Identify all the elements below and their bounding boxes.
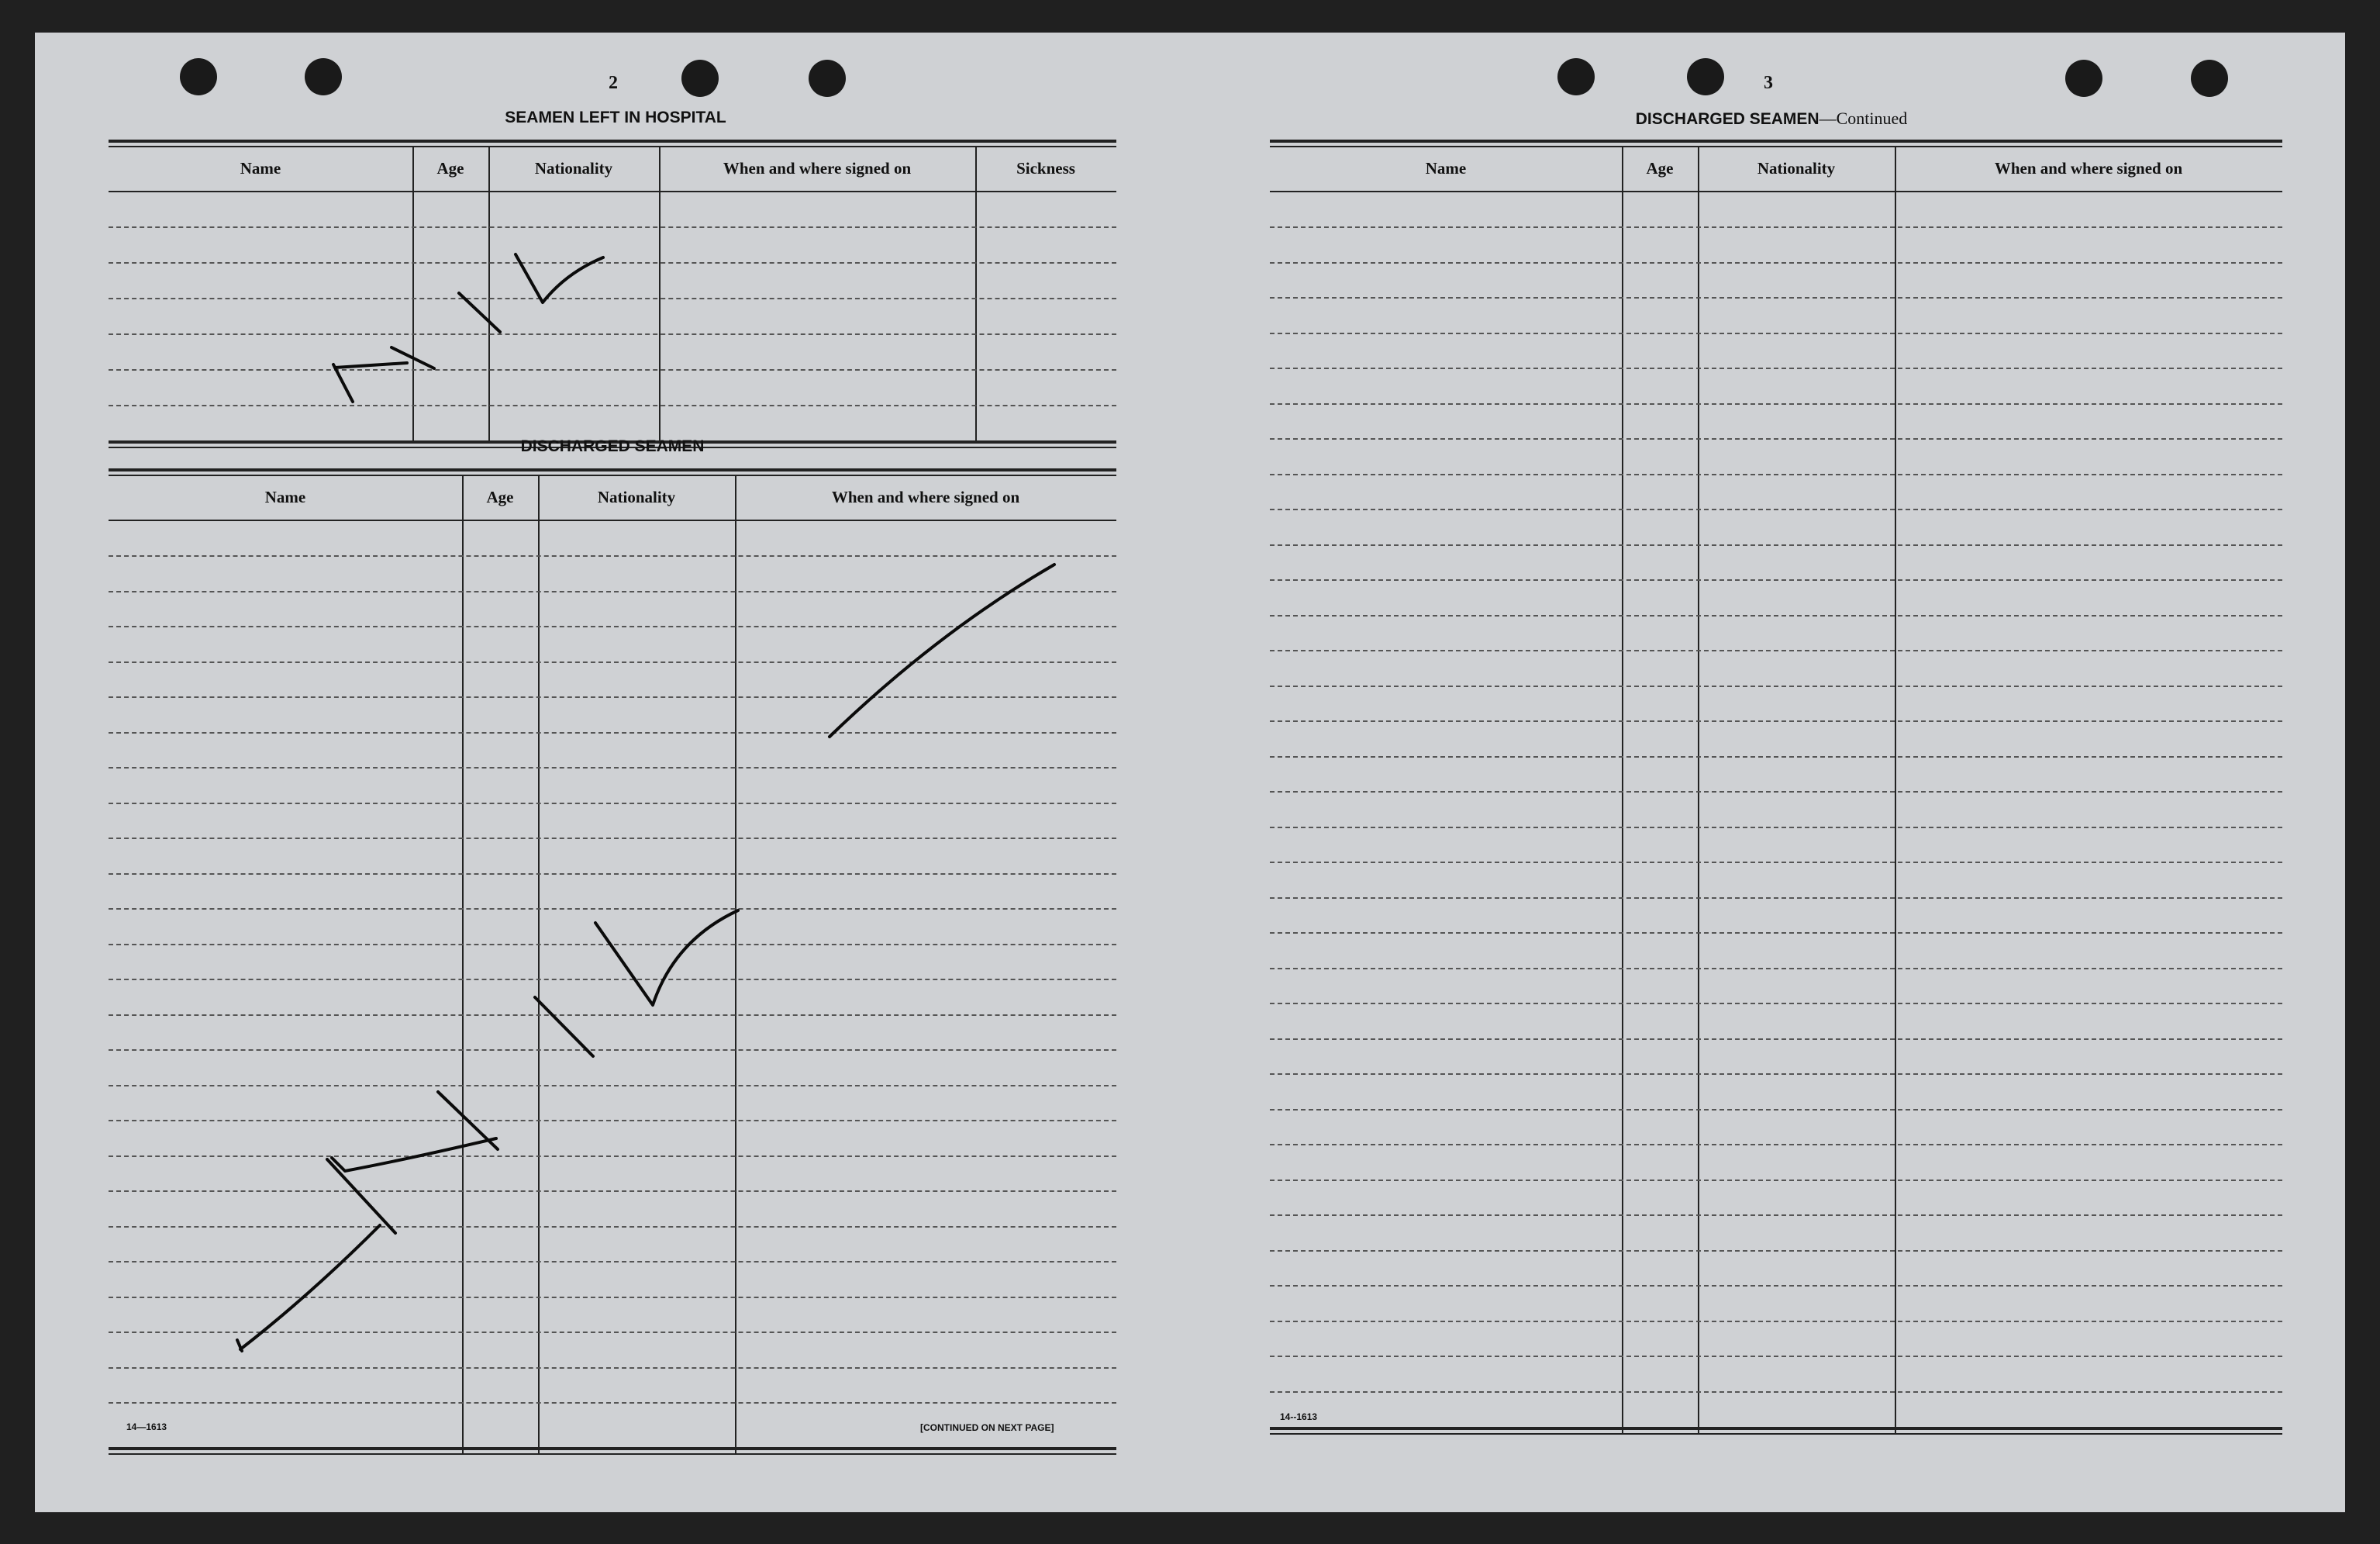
table-row [109, 979, 1116, 980]
table-row [1270, 650, 2282, 651]
form-number: 14--1613 [1280, 1411, 1318, 1422]
form-number: 14—1613 [126, 1421, 167, 1432]
table-row [1270, 368, 2282, 369]
table-row [1270, 720, 2282, 722]
table-row [1270, 579, 2282, 581]
table-row [109, 732, 1116, 734]
discharged-continued-title [1593, 109, 1950, 129]
table-row [109, 1226, 1116, 1228]
table-row [1270, 1038, 2282, 1040]
table-row [109, 1297, 1116, 1298]
table-row [109, 1120, 1116, 1121]
table-row [109, 767, 1116, 769]
table-row [1270, 333, 2282, 334]
page-number: 3 [1764, 73, 1773, 93]
table-row [1270, 474, 2282, 475]
table-row [109, 626, 1116, 627]
column-header-age: Age [486, 487, 514, 506]
table-row [1270, 1109, 2282, 1111]
table-row [109, 944, 1116, 945]
table-row [109, 1261, 1116, 1262]
discharged-table [109, 468, 1116, 1453]
table-row [109, 405, 1116, 406]
table-row [1270, 509, 2282, 510]
table-row [109, 1085, 1116, 1086]
table-row [1270, 226, 2282, 228]
table-row [1270, 1250, 2282, 1252]
form-sheet [35, 33, 2345, 1512]
table-row [1270, 1144, 2282, 1145]
table-row [1270, 1180, 2282, 1181]
table-row [1270, 686, 2282, 687]
table-row [1270, 791, 2282, 793]
column-header-name: Name [264, 487, 306, 506]
table-row [1270, 1356, 2282, 1357]
table-row [109, 262, 1116, 264]
column-header-signed-on: When and where signed on [831, 487, 1020, 506]
table-row [1270, 297, 2282, 299]
discharged-section-title: DISCHARGED SEAMEN [520, 437, 705, 455]
column-header-age: Age [436, 158, 464, 178]
column-header-nationality: Nationality [534, 158, 613, 178]
table-row [1270, 968, 2282, 969]
table-row [109, 1190, 1116, 1192]
column-header-age: Age [1646, 158, 1674, 178]
table-row [109, 838, 1116, 839]
table-row [1270, 1003, 2282, 1004]
column-header-sickness: Sickness [1016, 158, 1075, 178]
table-row [1270, 897, 2282, 899]
hospital-table-header [109, 146, 1116, 192]
table-row [109, 1014, 1116, 1016]
table-row [109, 1155, 1116, 1157]
table-row [1270, 403, 2282, 405]
discharged-table-header [109, 475, 1116, 521]
table-row [109, 1367, 1116, 1369]
table-row [1270, 862, 2282, 863]
table-row [109, 298, 1116, 299]
table-row [109, 873, 1116, 875]
table-row [109, 333, 1116, 335]
hospital-section-title: SEAMEN LEFT IN HOSPITAL [505, 109, 726, 126]
table-row [109, 803, 1116, 804]
table-row [109, 696, 1116, 698]
right-page [1190, 33, 2345, 1512]
column-header-signed-on: When and where signed on [1994, 158, 2183, 178]
column-header-nationality: Nationality [1757, 158, 1836, 178]
continued-note: [CONTINUED ON NEXT PAGE] [920, 1422, 1054, 1433]
table-row [1270, 827, 2282, 828]
table-row [1270, 438, 2282, 440]
table-row [109, 1049, 1116, 1051]
table-row [1270, 932, 2282, 934]
table-row [109, 591, 1116, 592]
table-row [1270, 615, 2282, 617]
title-suffix: —Continued [1819, 109, 1908, 128]
table-row [1270, 1214, 2282, 1216]
table-row [109, 661, 1116, 663]
discharged-continued-header [1270, 146, 2282, 192]
column-header-nationality: Nationality [597, 487, 676, 506]
table-row [1270, 544, 2282, 546]
column-header-name: Name [1425, 158, 1467, 178]
table-row [1270, 756, 2282, 758]
column-header-signed-on: When and where signed on [723, 158, 912, 178]
table-row [109, 369, 1116, 371]
left-page [35, 33, 1190, 1512]
page-number: 2 [609, 73, 618, 93]
table-row [109, 555, 1116, 557]
title-main: DISCHARGED SEAMEN [1635, 110, 1819, 128]
hospital-table [109, 140, 1116, 448]
table-row [1270, 262, 2282, 264]
table-row [109, 1332, 1116, 1333]
table-row [1270, 1391, 2282, 1393]
table-row [1270, 1073, 2282, 1075]
discharged-continued-table [1270, 140, 2282, 1436]
table-row [1270, 1285, 2282, 1287]
column-header-name: Name [240, 158, 281, 178]
table-row [109, 1402, 1116, 1404]
table-row [109, 908, 1116, 910]
table-row [109, 226, 1116, 228]
table-row [1270, 1321, 2282, 1322]
